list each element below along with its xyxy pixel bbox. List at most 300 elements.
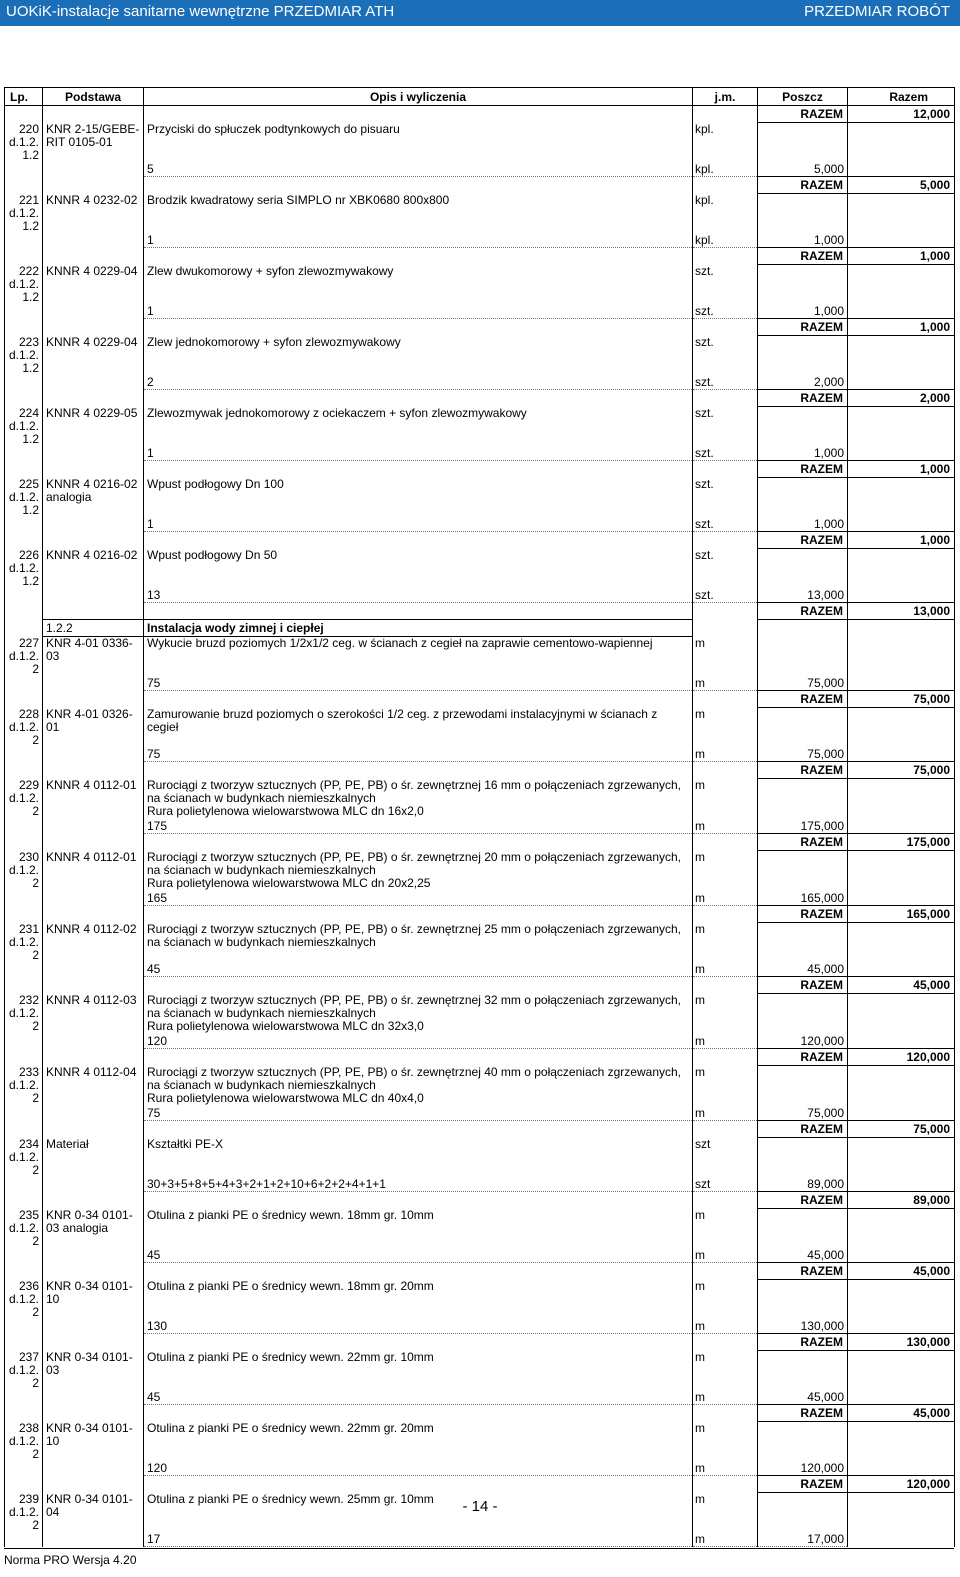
item-podstawa: KNR 0-34 0101-10 [43,1280,144,1319]
item-calc-jm: m [693,1390,758,1405]
item-poszcz: 17,000 [758,1532,848,1547]
item-razem-value: 75,000 [848,762,955,779]
item-razem-label: RAZEM [758,461,848,478]
item-opis [144,1351,693,1390]
item-opis [144,779,693,819]
item-lp [5,265,43,304]
item-calc-expression: 165 [144,891,693,906]
item-description-row [5,336,955,375]
item-podstawa: KNR 4-01 0336-03 [43,637,144,676]
table-section-row-group [5,620,955,637]
item-calc-row [5,747,955,762]
item-razem-value: 1,000 [848,319,955,336]
item-lp-sub: d.1.2. [8,790,39,805]
item-lp-sub2: 2 [32,661,39,676]
item-lp-sub: d.1.2. [8,1291,39,1306]
item-opis-text: Rurociągi z tworzyw sztucznych (PP, PE, PB) o śr. zewnętrznej 16 mm o połączeniach zgrzewanych, na ścianach w budynkach niemieszkalnych [147,777,681,805]
item-lp-number: 233 [18,1064,39,1079]
item-opis-text: Wykucie bruzd poziomych 1/2x1/2 ceg. w ścianach z cegieł na zaprawie cementowo-wapiennej [147,636,653,650]
item-razem-label: RAZEM [758,1476,848,1493]
item-podstawa: KNNR 4 0112-01 [43,851,144,891]
item-lp-number: 227 [18,635,39,650]
item-lp [5,923,43,962]
item-poszcz: 120,000 [758,1034,848,1049]
item-calc-jm: szt. [693,375,758,390]
item-calc-jm: m [693,1248,758,1263]
item-jm: m [693,923,758,962]
item-summary-row [5,691,955,708]
item-podstawa: KNNR 4 0229-05 [43,407,144,446]
item-razem-value: 75,000 [848,691,955,708]
item-description-row [5,478,955,517]
item-opis-extra: Rura polietylenowa wielowarstwowa MLC dn 16x2,0 [147,803,424,818]
item-lp-sub2: 2 [32,1446,39,1461]
item-razem-label: RAZEM [758,390,848,407]
item-calc-row [5,1106,955,1121]
item-lp-number: 232 [18,992,39,1007]
item-calc-row [5,1177,955,1192]
item-razem-label: RAZEM [758,177,848,194]
item-summary-row [5,603,955,620]
item-poszcz: 45,000 [758,962,848,977]
item-jm: m [693,637,758,676]
item-lp-sub: d.1.2. [8,205,39,220]
item-lp-sub2: 2 [32,1304,39,1319]
item-razem-value: 120,000 [848,1476,955,1493]
item-calc-expression: 130 [144,1319,693,1334]
item-lp [5,1066,43,1106]
item-description-row [5,637,955,676]
item-opis-text: Rurociągi z tworzyw sztucznych (PP, PE, PB) o śr. zewnętrznej 25 mm o połączeniach zgrzewanych, na ścianach w budynkach niemieszkalnych [147,921,681,949]
item-lp [5,123,43,162]
item-opis-extra: Rura polietylenowa wielowarstwowa MLC dn 20x2,25 [147,875,431,890]
item-calc-jm: m [693,962,758,977]
item-lp-sub2: 2 [32,947,39,962]
item-calc-row [5,1390,955,1405]
item-lp [5,851,43,891]
item-summary-row [5,762,955,779]
item-opis-extra: Rura polietylenowa wielowarstwowa MLC dn 40x4,0 [147,1090,424,1105]
item-calc-jm: m [693,676,758,691]
item-lp [5,994,43,1034]
item-opis-text: Brodzik kwadratowy seria SIMPLO nr XBK0680 800x800 [147,192,450,207]
item-description-row [5,265,955,304]
item-description-row [5,851,955,891]
item-lp-number: 229 [18,777,39,792]
item-opis-text: Otulina z pianki PE o średnicy wewn. 22mm gr. 20mm [147,1420,434,1435]
item-jm: m [693,1493,758,1532]
item-calc-row [5,1461,955,1476]
item-razem-label: RAZEM [758,906,848,923]
page-header-bar [0,0,960,26]
item-calc-row [5,1248,955,1263]
item-opis-text: Zamurowanie bruzd poziomych o szerokości 1/2 ceg. z przewodami instalacyjnymi w ścianach z cegieł [147,706,658,734]
item-jm: szt. [693,265,758,304]
item-summary-row [5,532,955,549]
item-summary-row [5,977,955,994]
item-lp-sub2: 1.2 [22,289,39,304]
item-opis-text: Otulina z pianki PE o średnicy wewn. 18mm gr. 10mm [147,1207,434,1222]
item-calc-jm: m [693,819,758,834]
item-jm: m [693,994,758,1034]
item-lp-sub: d.1.2. [8,648,39,663]
item-lp-number: 226 [18,547,39,562]
przedmiar-table [4,87,955,1547]
item-poszcz: 5,000 [758,162,848,177]
item-razem-label: RAZEM [758,834,848,851]
item-opis-extra: Rura polietylenowa wielowarstwowa MLC dn 32x3,0 [147,1018,424,1033]
item-summary-row [5,1476,955,1493]
item-jm: szt. [693,549,758,588]
item-razem-value: 89,000 [848,1192,955,1209]
item-razem-value: 165,000 [848,906,955,923]
item-poszcz: 13,000 [758,588,848,603]
item-opis [144,336,693,375]
item-jm: m [693,1209,758,1248]
item-lp-sub2: 1.2 [22,431,39,446]
item-podstawa: KNR 0-34 0101-03 analogia [43,1209,144,1248]
item-opis [144,265,693,304]
item-jm: kpl. [693,123,758,162]
item-poszcz: 130,000 [758,1319,848,1334]
item-opis-text: Rurociągi z tworzyw sztucznych (PP, PE, PB) o śr. zewnętrznej 32 mm o połączeniach zgrzewanych, na ścianach w budynkach niemieszkalnych [147,992,681,1020]
item-jm: m [693,708,758,747]
item-lp-sub: d.1.2. [8,1005,39,1020]
item-razem-value: 2,000 [848,390,955,407]
item-razem-value: 120,000 [848,1049,955,1066]
item-description-row [5,994,955,1034]
item-podstawa: KNR 0-34 0101-04 [43,1493,144,1532]
item-calc-jm: szt. [693,446,758,461]
item-lp [5,1422,43,1461]
item-lp [5,549,43,588]
item-razem-label: RAZEM [758,319,848,336]
item-opis [144,1066,693,1106]
item-poszcz: 120,000 [758,1461,848,1476]
item-calc-expression: 1 [144,517,693,532]
item-summary-row [5,906,955,923]
item-lp [5,708,43,747]
item-calc-jm: kpl. [693,162,758,177]
item-description-row [5,708,955,747]
item-lp-sub: d.1.2. [8,1077,39,1092]
section-header-row [5,620,955,637]
item-podstawa: KNR 0-34 0101-10 [43,1422,144,1461]
item-calc-expression: 30+3+5+8+5+4+3+2+1+2+10+6+2+2+4+1+1 [144,1177,693,1192]
item-podstawa: KNR 4-01 0326-01 [43,708,144,747]
item-podstawa: KNNR 4 0112-02 [43,923,144,962]
item-lp [5,194,43,233]
item-summary-row [5,1263,955,1280]
item-razem-label: RAZEM [758,603,848,620]
item-poszcz: 1,000 [758,304,848,319]
item-calc-jm: szt. [693,304,758,319]
item-lp-number: 230 [18,849,39,864]
item-lp-sub2: 2 [32,1517,39,1532]
item-description-row [5,1138,955,1177]
item-lp-number: 236 [18,1278,39,1293]
item-podstawa: KNR 0-34 0101-03 [43,1351,144,1390]
item-opis [144,1280,693,1319]
item-lp [5,1138,43,1177]
item-lp-number: 224 [18,405,39,420]
carry-total-row [5,106,955,123]
item-opis-text: Zlewozmywak jednokomorowy z ociekaczem + syfon zlewozmywakowy [147,405,527,420]
item-opis-text: Otulina z pianki PE o średnicy wewn. 18mm gr. 20mm [147,1278,434,1293]
item-summary-row [5,834,955,851]
item-summary-row [5,248,955,265]
item-calc-expression: 1 [144,446,693,461]
item-opis-text: Zlew jednokomorowy + syfon zlewozmywakowy [147,334,401,349]
item-razem-label: RAZEM [758,691,848,708]
item-summary-row [5,177,955,194]
razem-label: RAZEM [758,106,848,123]
item-poszcz: 1,000 [758,233,848,248]
item-calc-jm: m [693,747,758,762]
item-lp-sub2: 1.2 [22,573,39,588]
item-razem-label: RAZEM [758,1334,848,1351]
item-jm: szt [693,1138,758,1177]
item-lp-number: 222 [18,263,39,278]
item-lp-number: 220 [18,121,39,136]
item-opis [144,549,693,588]
item-description-row [5,923,955,962]
item-opis-text: Kształtki PE-X [147,1136,224,1151]
item-lp-number: 225 [18,476,39,491]
item-opis-text: Rurociągi z tworzyw sztucznych (PP, PE, PB) o śr. zewnętrznej 20 mm o połączeniach zgrzewanych, na ścianach w budynkach niemieszkalnych [147,849,681,877]
item-lp-sub: d.1.2. [8,276,39,291]
item-razem-label: RAZEM [758,1121,848,1138]
item-opis [144,708,693,747]
item-calc-expression: 2 [144,375,693,390]
item-calc-row [5,162,955,177]
item-calc-row [5,1034,955,1049]
carry-total-value: 12,000 [848,106,955,123]
item-calc-jm: m [693,1319,758,1334]
item-calc-expression: 45 [144,1248,693,1263]
item-description-row [5,1351,955,1390]
item-jm: szt. [693,407,758,446]
item-calc-jm: szt [693,1177,758,1192]
item-jm: m [693,1351,758,1390]
item-description-row [5,1280,955,1319]
column-header-jm: j.m. [693,88,758,106]
item-jm: m [693,1066,758,1106]
item-lp-sub: d.1.2. [8,934,39,949]
item-calc-expression: 175 [144,819,693,834]
item-description-row [5,549,955,588]
item-lp-sub2: 2 [32,875,39,890]
item-calc-jm: m [693,1034,758,1049]
item-razem-value: 1,000 [848,248,955,265]
column-header-lp: Lp. [5,88,43,106]
item-calc-row [5,819,955,834]
item-summary-row [5,1121,955,1138]
item-razem-label: RAZEM [758,1263,848,1280]
item-razem-value: 175,000 [848,834,955,851]
item-summary-row [5,319,955,336]
item-poszcz: 45,000 [758,1390,848,1405]
item-lp-number: 221 [18,192,39,207]
item-opis-text: Przyciski do spłuczek podtynkowych do pisuaru [147,121,400,136]
item-podstawa: KNNR 4 0112-04 [43,1066,144,1106]
item-lp-number: 228 [18,706,39,721]
item-description-row [5,123,955,162]
item-lp-number: 223 [18,334,39,349]
item-razem-value: 130,000 [848,1334,955,1351]
item-description-row [5,194,955,233]
program-version: Norma PRO Wersja 4.20 [4,1553,137,1567]
item-podstawa: KNNR 4 0216-02 [43,549,144,588]
item-summary-row [5,1192,955,1209]
item-calc-row [5,1319,955,1334]
item-razem-label: RAZEM [758,532,848,549]
item-jm: kpl. [693,194,758,233]
column-header-razem: Razem [848,88,955,106]
item-podstawa: Materiał [43,1138,144,1177]
item-opis-text: Wpust podłogowy Dn 100 [147,476,284,491]
item-lp-number: 235 [18,1207,39,1222]
item-calc-row [5,304,955,319]
item-calc-row [5,962,955,977]
item-lp-sub2: 2 [32,1018,39,1033]
item-poszcz: 75,000 [758,1106,848,1121]
item-podstawa: KNNR 4 0229-04 [43,336,144,375]
item-opis [144,478,693,517]
item-description-row [5,779,955,819]
item-lp-sub: d.1.2. [8,560,39,575]
item-lp [5,779,43,819]
column-header-poszcz: Poszcz [758,88,848,106]
item-calc-expression: 75 [144,1106,693,1121]
item-razem-value: 5,000 [848,177,955,194]
item-calc-row [5,1532,955,1547]
section-title: Instalacja wody zimnej i ciepłej [144,620,693,637]
item-poszcz: 75,000 [758,676,848,691]
item-poszcz: 1,000 [758,517,848,532]
item-calc-expression: 45 [144,1390,693,1405]
item-description-row [5,407,955,446]
item-lp-sub: d.1.2. [8,347,39,362]
item-calc-expression: 1 [144,233,693,248]
item-summary-row [5,1405,955,1422]
item-poszcz: 1,000 [758,446,848,461]
item-calc-expression: 13 [144,588,693,603]
item-calc-row [5,891,955,906]
item-opis [144,194,693,233]
item-poszcz: 2,000 [758,375,848,390]
item-calc-expression: 17 [144,1532,693,1547]
item-calc-jm: szt. [693,517,758,532]
item-calc-row [5,233,955,248]
item-opis [144,1209,693,1248]
item-razem-value: 1,000 [848,532,955,549]
item-calc-expression: 120 [144,1461,693,1476]
item-razem-value: 45,000 [848,1405,955,1422]
item-opis-text: Otulina z pianki PE o średnicy wewn. 25mm gr. 10mm [147,1491,434,1506]
item-summary-row [5,1049,955,1066]
item-opis [144,1422,693,1461]
item-razem-value: 75,000 [848,1121,955,1138]
item-jm: m [693,851,758,891]
item-lp-sub: d.1.2. [8,1504,39,1519]
item-opis-text: Zlew dwukomorowy + syfon zlewozmywakowy [147,263,394,278]
item-poszcz: 89,000 [758,1177,848,1192]
document-title: UOKiK-instalacje sanitarne wewnętrzne PRZEDMIAR ATH [6,3,395,20]
item-podstawa: KNNR 4 0216-02 analogia [43,478,144,517]
item-razem-value: 13,000 [848,603,955,620]
item-calc-row [5,517,955,532]
item-razem-value: 45,000 [848,977,955,994]
item-razem-label: RAZEM [758,248,848,265]
item-podstawa: KNR 2-15/GEBE-RIT 0105-01 [43,123,144,162]
item-description-row [5,1066,955,1106]
item-calc-expression: 45 [144,962,693,977]
item-lp-number: 238 [18,1420,39,1435]
item-poszcz: 175,000 [758,819,848,834]
item-lp-sub: d.1.2. [8,862,39,877]
item-lp-number: 237 [18,1349,39,1364]
item-lp-sub2: 1.2 [22,147,39,162]
item-lp-sub: d.1.2. [8,1433,39,1448]
document-type: PRZEDMIAR ROBÓT [804,3,950,20]
item-poszcz: 165,000 [758,891,848,906]
item-calc-jm: m [693,1106,758,1121]
table-body-section-a [5,106,955,620]
item-jm: szt. [693,336,758,375]
item-razem-label: RAZEM [758,762,848,779]
item-calc-jm: szt. [693,588,758,603]
item-lp-sub: d.1.2. [8,1362,39,1377]
item-opis [144,1138,693,1177]
item-lp [5,637,43,676]
item-lp-sub2: 1.2 [22,502,39,517]
item-summary-row [5,390,955,407]
item-calc-jm: m [693,1461,758,1476]
item-calc-row [5,676,955,691]
section-id: 1.2.2 [43,620,144,637]
item-razem-label: RAZEM [758,1049,848,1066]
item-podstawa: KNNR 4 0232-02 [43,194,144,233]
item-lp-sub: d.1.2. [8,719,39,734]
item-razem-label: RAZEM [758,977,848,994]
item-lp-sub: d.1.2. [8,134,39,149]
item-lp-sub: d.1.2. [8,418,39,433]
item-lp-sub2: 2 [32,1233,39,1248]
item-jm: m [693,1280,758,1319]
column-header-opis: Opis i wyliczenia [144,88,693,106]
item-calc-row [5,446,955,461]
item-opis [144,851,693,891]
item-summary-row [5,461,955,478]
item-opis-text: Rurociągi z tworzyw sztucznych (PP, PE, PB) o śr. zewnętrznej 40 mm o połączeniach zgrzewanych, na ścianach w budynkach niemieszkalnych [147,1064,681,1092]
item-lp-sub2: 2 [32,1090,39,1105]
item-lp-sub: d.1.2. [8,1220,39,1235]
item-lp [5,1209,43,1248]
item-jm: szt. [693,478,758,517]
item-description-row [5,1209,955,1248]
page-number: - 14 - [462,1498,498,1515]
item-lp-sub: d.1.2. [8,489,39,504]
item-podstawa: KNNR 4 0112-01 [43,779,144,819]
table-body-section-b [5,637,955,1547]
item-lp-number: 231 [18,921,39,936]
item-lp-sub2: 2 [32,803,39,818]
item-podstawa: KNNR 4 0229-04 [43,265,144,304]
item-calc-jm: m [693,891,758,906]
item-lp-sub2: 1.2 [22,360,39,375]
item-calc-expression: 1 [144,304,693,319]
